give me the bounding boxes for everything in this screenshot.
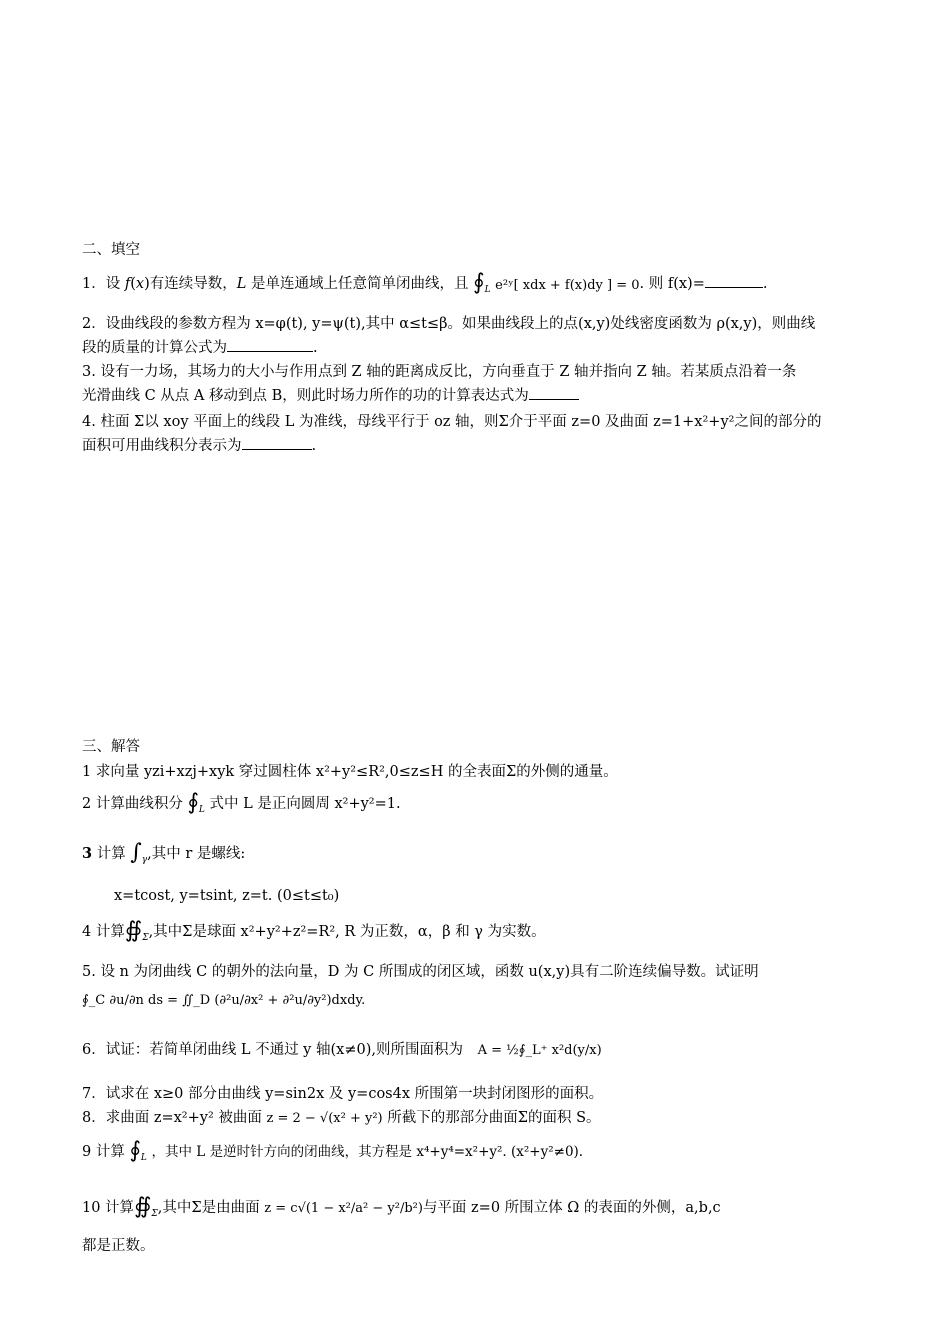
problem-4 <box>82 920 872 944</box>
p9-integral <box>129 1140 146 1164</box>
p6-formula: A = ½∮_L⁺ x²d(y/x) <box>477 1043 602 1058</box>
problem-3 <box>82 842 872 866</box>
p8-post: 所截下的那部分曲面Σ的面积 S。 <box>387 1110 601 1126</box>
q4-end: . <box>311 438 317 454</box>
p5-formula: ∮_C ∂u/∂n ds = ∬_D (∂²u/∂x² + ∂²u/∂y²)dxdy. <box>82 993 366 1008</box>
q3-l2-text: 光滑曲线 C 从点 A 移动到点 B，则此时场力所作的功的计算表达式为 <box>82 388 529 404</box>
p4-sub: Σ <box>142 933 149 943</box>
problem-1: 1 求向量 yzi+xzj+xyk 穿过圆柱体 x²+y²≤R²,0≤z≤H 的全表面Σ的外侧的通量。 <box>82 764 618 780</box>
p4-pre: 4 计算 <box>82 924 125 940</box>
p2-integral <box>187 792 204 816</box>
p9-pre: 9 计算 <box>82 1144 125 1160</box>
p2-post: 式中 L 是正向圆周 x²+y²=1. <box>209 796 401 812</box>
q1-post: . 则 <box>639 276 664 292</box>
problem-2 <box>82 792 872 816</box>
fill-question-1 <box>82 272 872 296</box>
q1-integrand: e²ʸ[ xdx + f(x)dy ] = 0 <box>495 278 640 293</box>
problem-8 <box>82 1108 872 1129</box>
contour-integral-icon: ∮ <box>187 790 199 815</box>
p2-sub: L <box>198 805 205 815</box>
p10-pre: 10 计算 <box>82 1200 135 1216</box>
fill-question-4-line-2 <box>82 436 872 456</box>
contour-integral-icon: ∮ <box>129 1138 141 1163</box>
p3-number: 3 <box>82 845 93 862</box>
fill-question-2-line-1: 2．设曲线段的参数方程为 x=φ(t), y=ψ(t),其中 α≤t≤β。如果曲线段上的点(x,y)处线密度函数为 ρ(x,y)，则曲线 <box>82 316 816 332</box>
p3-pre: 计算 <box>92 846 126 862</box>
fill-question-4-line-1: 4. 柱面 Σ以 xoy 平面上的线段 L 为准线，母线平行于 oz 轴，则Σ介于平面 z=0 及曲面 z=1+x²+y²之间的部分的 <box>82 414 822 430</box>
p3-post: ,其中 r 是螺线: <box>147 846 246 862</box>
p10-integral <box>134 1196 158 1220</box>
q1-end: . <box>762 276 768 292</box>
fill-question-2-line-2 <box>82 338 872 358</box>
section-2-heading: 二、填空 <box>82 242 140 258</box>
problem-10 <box>82 1196 872 1220</box>
problem-7: 7．试求在 x≥0 部分由曲线 y=sin2x 及 y=cos4x 所围第一块封闭图形的面积。 <box>82 1086 604 1102</box>
contour-integral-icon: ∮ <box>473 270 485 295</box>
q3-answer-blank[interactable] <box>529 386 579 400</box>
p3-integral <box>130 842 147 866</box>
q2-answer-blank[interactable] <box>227 338 313 352</box>
q1-answer-blank[interactable] <box>705 274 763 288</box>
q4-answer-blank[interactable] <box>242 436 312 450</box>
p10-sub: Σ <box>151 1209 158 1219</box>
q4-l2-text: 面积可用曲线积分表示为 <box>82 438 242 454</box>
p8-formula: z = 2 − √(x² + y²) <box>266 1111 383 1126</box>
p3-sub: γ <box>141 855 148 865</box>
q1-answer-label: f(x)= <box>667 276 705 292</box>
q1-text: 1．设 f(x)有连续导数，L 是单连通域上任意简单闭曲线，且 <box>82 276 469 292</box>
section-3-heading: 三、解答 <box>82 739 140 755</box>
p4-integral <box>125 920 149 944</box>
problem-3-helix: x=tcost, y=tsint, z=t. (0≤t≤t₀) <box>114 888 340 904</box>
problem-5-formula <box>82 990 872 1011</box>
p4-post: ,其中Σ是球面 x²+y²+z²=R², R 为正数，α，β 和 γ 为实数。 <box>148 924 546 940</box>
problem-5-line-1: 5. 设 n 为闭曲线 C 的朝外的法向量，D 为 C 所围成的闭区域，函数 u(x,y)具有二阶连续偏导数。试证明 <box>82 964 759 980</box>
q1-sub: L <box>484 285 491 295</box>
integral-icon: ∫ <box>130 840 142 865</box>
problem-6 <box>82 1040 872 1061</box>
p8-pre: 8．求曲面 z=x²+y² 被曲面 <box>82 1110 262 1126</box>
q2-l2-text: 段的质量的计算公式为 <box>82 340 227 356</box>
p9-sub: L <box>140 1153 147 1163</box>
p2-pre: 2 计算曲线积分 <box>82 796 183 812</box>
surface-integral-icon: ∯ <box>124 918 143 943</box>
q2-end: . <box>313 340 318 356</box>
problem-10-line-2: 都是正数。 <box>82 1238 155 1254</box>
p10-mid: ,其中Σ是由曲面 <box>157 1200 260 1216</box>
p10-formula: z = c√(1 − x²/a² − y²/b²) <box>264 1201 423 1216</box>
p9-post: ，其中 L 是逆时针方向的闭曲线，其方程是 x⁴+y⁴=x²+y². (x²+y²≠0). <box>151 1144 584 1160</box>
p10-post: 与平面 z=0 所围立体 Ω 的表面的外侧，a,b,c <box>422 1200 721 1216</box>
problem-9 <box>82 1140 872 1164</box>
fill-question-3-line-2 <box>82 386 872 406</box>
surface-integral-icon: ∯ <box>134 1194 152 1219</box>
fill-question-3-line-1: 3. 设有一力场，其场力的大小与作用点到 Z 轴的距离成反比，方向垂直于 Z 轴并指向 Z 轴。若某质点沿着一条 <box>82 364 797 380</box>
q1-closed-integral <box>473 272 639 296</box>
p6-pre: 6．试证：若简单闭曲线 L 不通过 y 轴(x≠0),则所围面积为 <box>82 1042 463 1058</box>
